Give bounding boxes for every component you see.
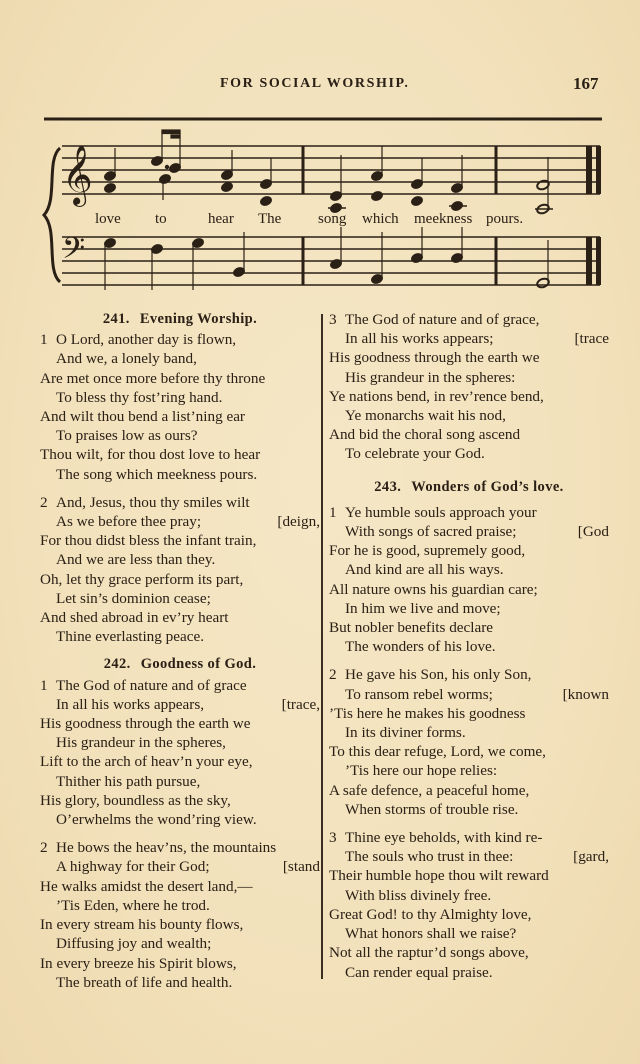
verse-line: To this dear refuge, Lord, we come,	[329, 743, 546, 761]
hymn-title-text: Wonders of God’s love.	[411, 478, 564, 495]
verse-line: But nobler benefits declare	[329, 619, 494, 637]
verse-line: 1 O Lord, another day is flown,	[40, 331, 237, 349]
verse-line: In its diviner forms.	[345, 724, 466, 742]
verse-line: With bliss divinely free.	[345, 886, 492, 904]
stanza	[40, 330, 320, 484]
lyric-word: hear	[208, 211, 234, 227]
verse-line: In all his works appears, [trace,	[56, 695, 320, 713]
lyric-word: pours.	[486, 211, 524, 227]
verse-line: A highway for their God; [stand	[56, 858, 320, 876]
verse-line: What honors shall we raise?	[345, 925, 517, 943]
right-column	[329, 310, 609, 991]
verse-line: His goodness through the earth we	[329, 349, 540, 367]
verse-line: Let sin’s dominion cease;	[56, 589, 211, 607]
verse-number: 3	[329, 829, 337, 847]
verse-number: 2	[40, 493, 48, 511]
hymn-title	[40, 655, 320, 674]
verse-line: The wonders of his love.	[345, 638, 496, 656]
stanza	[40, 838, 320, 992]
turnover-word: [God	[577, 523, 609, 541]
stanza	[40, 676, 320, 830]
bass-clef-icon: 𝄢	[62, 232, 86, 273]
verse-line: Are met once more before thy throne	[40, 369, 266, 387]
column-divider	[321, 314, 323, 979]
lyric-word: to	[155, 211, 167, 227]
verse-line: Great God! to thy Almighty love,	[329, 905, 532, 923]
brace-icon	[44, 148, 60, 282]
stanza	[329, 310, 609, 464]
verse-line: To praises low as ours?	[56, 427, 198, 445]
verse-line: To bless thy fost’ring hand.	[56, 388, 223, 406]
treble-staff	[62, 146, 600, 194]
verse-number: 1	[40, 676, 48, 694]
verse-line: His goodness through the earth we	[40, 715, 251, 733]
verse-line: Lift to the arch of heav’n your eye,	[40, 753, 253, 771]
left-column	[40, 310, 320, 1001]
stanza	[329, 665, 609, 819]
turnover-word: [trace	[574, 330, 609, 348]
verse-line: In him we live and move;	[345, 599, 501, 617]
verse-line: 3 Thine eye beholds, with kind re-	[329, 829, 543, 847]
verse-line: His glory, boundless as the sky,	[40, 791, 231, 809]
verse-line: 3 The God of nature and of grace,	[329, 311, 540, 328]
running-title: FOR SOCIAL WORSHIP.	[220, 76, 410, 91]
turnover-word: [deign,	[277, 513, 320, 531]
lyric-word: love	[95, 211, 121, 227]
staff-notation	[0, 110, 640, 300]
verse-line: And shed abroad in ev’ry heart	[40, 609, 229, 627]
verse-line: ’Tis here our hope relies:	[345, 762, 498, 780]
verse-line: For thou didst bless the infant train,	[40, 532, 257, 550]
treble-clef-icon: 𝄞	[62, 145, 93, 205]
verse-line: He walks amidst the desert land,—	[40, 877, 253, 895]
page-number: 167	[573, 74, 599, 93]
lyric-word: song	[318, 211, 347, 227]
hymn-number: 241.	[102, 311, 130, 327]
verse-line: With songs of sacred praise; [God	[345, 523, 609, 541]
verse-line: His grandeur in the spheres,	[56, 734, 226, 752]
verse-line: ’Tis here he makes his goodness	[329, 704, 526, 722]
verse-line: And kind are all his ways.	[345, 561, 504, 579]
verse-line: 2 He bows the heav’ns, the mountains	[40, 839, 277, 857]
verse-number: 1	[329, 503, 337, 521]
verse-line: And we, a lonely band,	[56, 350, 197, 368]
lyric-word: The	[258, 211, 282, 227]
verse-line: Ye monarchs wait his nod,	[345, 407, 506, 425]
verse-line: Oh, let thy grace perform its part,	[40, 570, 244, 588]
verse-line: To ransom rebel worms; [known	[345, 685, 609, 703]
verse-line: In every stream his bounty flows,	[40, 916, 244, 934]
turnover-word: [trace,	[281, 695, 320, 713]
verse-line: For he is good, supremely good,	[329, 542, 526, 560]
lyric-word: which	[362, 211, 399, 227]
music-score	[0, 110, 640, 300]
verse-number: 3	[329, 311, 337, 328]
verse-line: All nature owns his guardian care;	[329, 580, 538, 598]
verse-line: A safe defence, a peaceful home,	[329, 781, 530, 799]
turnover-word: [gard,	[573, 848, 609, 866]
turnover-word: [stand	[282, 858, 320, 876]
verse-line: Ye nations bend, in rev’rence bend,	[329, 387, 544, 405]
stanza	[329, 828, 609, 982]
hymn-number: 242.	[103, 656, 131, 673]
verse-line: Thou wilt, for thou dost love to hear	[40, 446, 261, 464]
turnover-word: [known	[562, 685, 609, 703]
hymn-title	[40, 310, 320, 329]
verse-line: Thine everlasting peace.	[56, 628, 205, 646]
stanza	[40, 493, 320, 647]
running-head	[0, 76, 640, 98]
verse-number: 2	[329, 666, 337, 684]
verse-line: Diffusing joy and wealth;	[56, 935, 212, 953]
verse-line: The breath of life and health.	[56, 973, 233, 991]
verse-line: Their humble hope thou wilt reward	[329, 867, 549, 885]
verse-line: And bid the choral song ascend	[329, 426, 521, 444]
verse-line: When storms of trouble rise.	[345, 800, 519, 818]
verse-line: Thither his path pursue,	[56, 772, 201, 790]
verse-line: 2 And, Jesus, thou thy smiles wilt	[40, 493, 250, 511]
verse-line: 1 The God of nature and of grace	[40, 676, 247, 694]
bass-staff	[62, 237, 600, 285]
verse-line: Can render equal praise.	[345, 963, 493, 981]
verse-line: His grandeur in the spheres:	[345, 368, 516, 386]
hymn-title-text: Evening Worship.	[139, 311, 258, 327]
verse-line: 2 He gave his Son, his only Son,	[329, 666, 532, 684]
verse-line: The souls who trust in thee: [gard,	[345, 848, 609, 866]
verse-number: 2	[40, 839, 48, 857]
hymn-title	[329, 478, 609, 497]
lyric-word: meekness	[414, 211, 473, 227]
verse-line: As we before thee pray; [deign,	[56, 513, 320, 531]
verse-number: 1	[40, 331, 48, 349]
verse-line: ’Tis Eden, where he trod.	[56, 896, 210, 914]
verse-line: And we are less than they.	[56, 551, 216, 569]
hymn-title-text: Goodness of God.	[140, 656, 257, 673]
verse-line: In all his works appears; [trace	[345, 330, 609, 348]
hymn-number: 243.	[374, 478, 402, 495]
verse-line: Not all the raptur’d songs above,	[329, 944, 529, 962]
verse-line: 1 Ye humble souls approach your	[329, 503, 537, 521]
verse-line: To celebrate your God.	[345, 445, 485, 463]
verse-line: In every breeze his Spirit blows,	[40, 954, 237, 972]
verse-line: The song which meekness pours.	[56, 465, 258, 483]
verse-line: O’erwhelms the wond’ring view.	[56, 811, 257, 829]
verse-line: And wilt thou bend a list’ning ear	[40, 408, 245, 426]
stanza	[329, 503, 609, 657]
